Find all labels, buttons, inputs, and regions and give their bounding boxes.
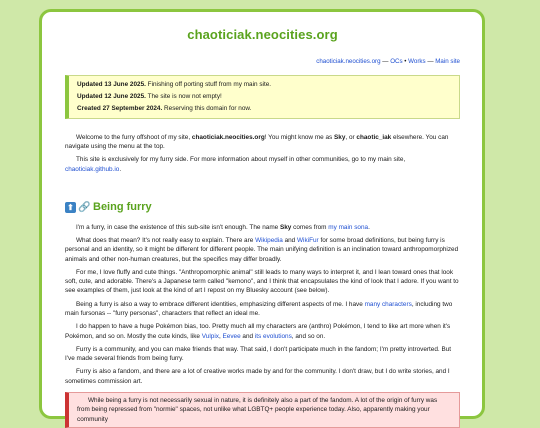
update-date: Updated 13 June 2025. <box>77 80 146 88</box>
intro-text: , or <box>345 133 357 141</box>
paragraph: Furry is also a fandom, and there are a lot of creative works made by and for the community. I don't draw, but I do write stories, and I sometimes commission art. <box>65 368 450 385</box>
site-name-bold: chaoticiak.neocities.org <box>191 133 265 141</box>
anchor-link-icon[interactable]: 🔗 <box>78 201 91 213</box>
nav-works-link[interactable]: Works <box>408 57 426 65</box>
text: I do happen to have a huge Pokémon bias, too. Pretty much all my characters are (anthro) Pokémon, I tend to like art more when it's Pokémon, and so on. Mostly the cute kinds, like <box>65 323 451 340</box>
update-entry <box>77 104 451 113</box>
paragraph <box>65 236 460 264</box>
intro-text: elsewhere. You can navigate using the menu at the top. <box>65 133 449 150</box>
intro-text: ! You might know me as <box>264 133 335 141</box>
main-sona-link[interactable]: my main sona <box>328 223 369 231</box>
nav-separator: • <box>402 57 409 65</box>
note-text: While being a furry is not necessarily sexual in nature, it is definitely also a part of the fandom. A lot of the origin of furry was from being repressed from "normie" spaces, not unlike what LGBTQ+ people experience today. Also, apparently making your community <box>77 396 438 423</box>
update-entry <box>77 80 451 89</box>
update-entry <box>77 92 451 101</box>
site-title: chaoticiak.neocities.org <box>187 27 338 42</box>
text: and <box>240 332 255 340</box>
vulpix-link[interactable]: Vulpix <box>201 332 219 340</box>
wikifur-link[interactable]: WikiFur <box>297 237 319 245</box>
top-nav <box>65 58 460 67</box>
intro-paragraph <box>65 133 460 152</box>
text: , including two main fursonas -- "furry personas", characters that reflect an ideal me. <box>65 300 453 317</box>
text: for some broad definitions, but being furry is personal and an identity, so it might be different for different people. The main unifying definition is an inclination toward anthropomorphized animals and other non-human creatures, but the specifics may differ broadly. <box>65 237 459 263</box>
text: What does that mean? It's not really easy to explain. There are <box>76 237 256 245</box>
main-site-link[interactable]: chaoticiak.github.io <box>65 165 120 173</box>
handle-bold: chaotic_iak <box>356 133 392 141</box>
text: comes from <box>291 223 329 231</box>
paragraph: For me, I love fluffy and cute things. "Anthropomorphic animal" still leads to many ways to interpret it, and I lean toward ones that look soft, cute, and adorable. There's a Japanese term called "kemono", and I think that encapsulates the kind of look that I adore. If you want to see examples of them, just look at the kind of art I repost on my Bluesky account (see below). <box>65 268 459 295</box>
intro-section <box>65 133 460 174</box>
paragraph <box>65 300 460 319</box>
text: I'm a furry, in case the existence of this sub-site isn't enough. The name <box>76 223 280 231</box>
eevee-evolutions-link[interactable]: its evolutions <box>254 332 292 340</box>
text: , and so on. <box>291 332 326 340</box>
intro-text: . <box>119 165 122 173</box>
being-furry-section <box>65 200 460 428</box>
text: and <box>282 237 298 245</box>
update-date: Updated 12 June 2025. <box>77 93 146 101</box>
eevee-link[interactable]: Eevee <box>222 332 241 340</box>
update-text: Reserving this domain for now. <box>162 105 252 113</box>
name-sky-bold: Sky <box>334 133 346 141</box>
paragraph <box>65 322 460 341</box>
warning-note <box>65 392 460 428</box>
intro-paragraph <box>65 155 460 174</box>
paragraph: Furry is a community, and you can make friends that way. That said, I don't participate much in the fandom; I'm pretty introverted. But I've made several friends from being furry. <box>65 345 452 363</box>
wikipedia-link[interactable]: Wikipedia <box>255 237 283 245</box>
name-sky-bold: Sky <box>279 223 292 231</box>
text: . <box>368 223 370 231</box>
intro-text: Welcome to the furry offshoot of my site, <box>76 133 192 141</box>
paragraph <box>65 223 460 232</box>
intro-text: This site is exclusively for my furry side. For more information about myself in other communities, go to my main site, <box>76 156 406 164</box>
section-heading <box>65 200 460 216</box>
text: , <box>218 332 223 340</box>
update-text: The site is now not empty! <box>145 93 222 101</box>
nav-separator: — <box>380 57 391 65</box>
section-heading-text: Being furry <box>93 200 152 213</box>
nav-ocs-link[interactable]: OCs <box>390 57 403 65</box>
updates-box <box>65 75 460 119</box>
update-date: Created 27 September 2024. <box>77 105 163 113</box>
nav-main-site-link[interactable]: Main site <box>435 57 460 65</box>
nav-home-link[interactable]: chaoticiak.neocities.org <box>316 57 381 65</box>
nav-separator: — <box>425 57 436 65</box>
text: Being a furry is also a way to embrace different identities, emphasizing different aspects of me. I have <box>76 300 365 308</box>
update-text: Finishing off porting stuff from my main site. <box>145 80 272 88</box>
page-container <box>39 9 485 423</box>
many-characters-link[interactable]: many characters <box>364 300 412 308</box>
back-to-top-icon[interactable]: ⬆ <box>65 202 76 213</box>
